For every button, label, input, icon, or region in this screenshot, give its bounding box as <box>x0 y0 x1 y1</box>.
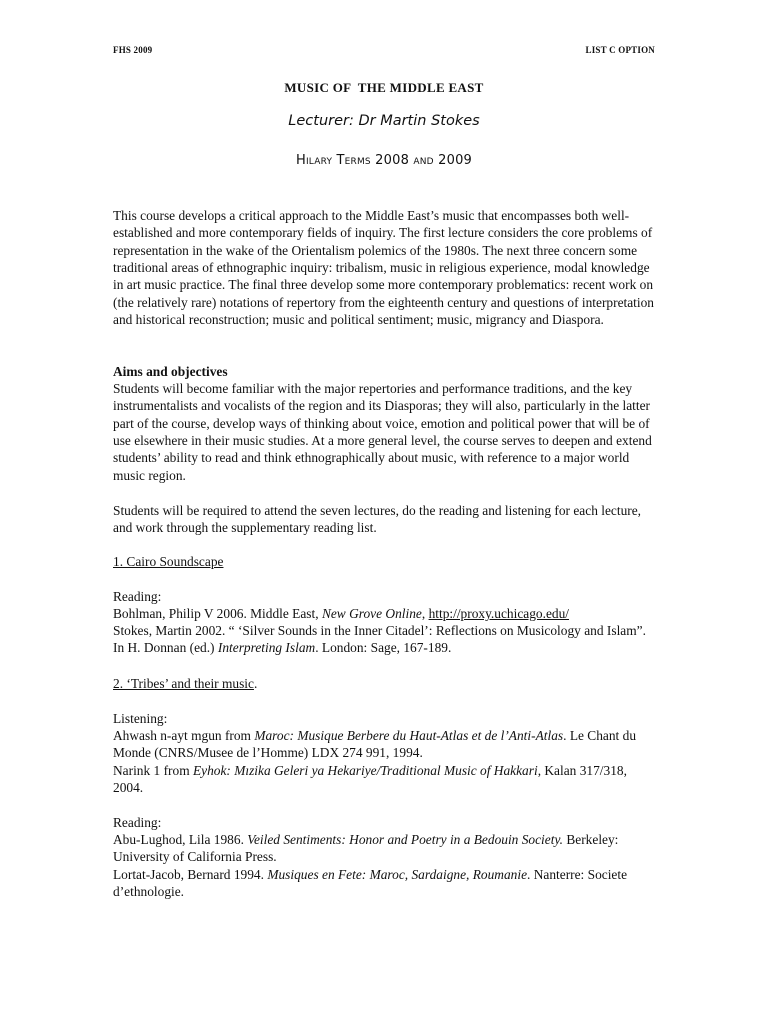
intro-text: This course develops a critical approach to the Middle East’s music that encompasses both well-established and more contemporary fields of inquiry. The first lecture considers the core problems of representation in the wake of the Orientalism polemics of the 1980s. The next three concern some traditional areas of ethnographic inquiry: tribalism, music in religious experience, modal knowledge in art music practice. The final three develop some more contemporary problematics: recent work on (the relatively rare) notations of repertory from the eighteenth century and questions of interpretation and historical reconstruction; music and political sentiment; music, migrancy and Diaspora. <box>113 208 655 328</box>
section2-reference-1 <box>113 831 658 866</box>
section1-heading <box>113 553 658 570</box>
terms-text: Hilary Terms 2008 and 2009 <box>295 153 473 168</box>
section1-reference-2 <box>113 622 658 657</box>
ref-text: . Le Chant du Monde (CNRS/Musee de l’Homme) LDX 274 991, 1994. <box>113 728 637 761</box>
section1-heading-text: 1. Cairo Soundscape <box>113 554 224 569</box>
ref-text: Narink 1 from <box>113 763 193 778</box>
ref-title: Veiled Sentiments: Honor and Poetry in a Bedouin Society. <box>247 832 563 847</box>
section2-reading-label: Reading: <box>113 815 162 830</box>
section2-heading-suffix: . <box>253 676 258 691</box>
ref-title: Maroc: Musique Berbere du Haut-Atlas et de l’Anti-Atlas <box>254 728 564 743</box>
ref-text: Berkeley: University of California Press. <box>113 832 619 865</box>
section2-listening-label: Listening: <box>113 711 168 726</box>
ref-title: New Grove Online <box>321 606 422 621</box>
ref-text: Lortat-Jacob, Bernard 1994. <box>113 867 268 882</box>
ref-text: Bohlman, Philip V 2006. Middle East, <box>113 606 322 621</box>
course-title: MUSIC OF THE MIDDLE EAST <box>284 80 484 95</box>
ref-text: Abu-Lughod, Lila 1986. <box>113 832 248 847</box>
ref-text: . Nanterre: Societe d’ethnologie. <box>113 867 628 900</box>
proxy-link[interactable]: http://proxy.uchicago.edu/ <box>428 606 570 621</box>
ref-text: , <box>421 606 429 621</box>
section2-listening-1 <box>113 727 658 762</box>
section2-heading-text: 2. ‘Tribes’ and their music <box>113 676 254 691</box>
aims-paragraph <box>113 380 658 484</box>
section2-reference-2 <box>113 866 658 901</box>
ref-title: Eyhok: Mızika Geleri ya Hekariye/Traditional Music of Hakkari <box>192 763 538 778</box>
requirements-text: Students will be required to attend the seven lectures, do the reading and listening for each lecture, and work through the supplementary reading list. <box>113 503 642 536</box>
header-right: LIST C OPTION <box>585 45 655 55</box>
terms-line <box>0 153 768 168</box>
section1-reference-1 <box>113 605 658 622</box>
ref-text: , Kalan 317/318, 2004. <box>113 763 627 796</box>
intro-paragraph <box>113 207 658 328</box>
lecturer-line: Lecturer: Dr Martin Stokes <box>288 113 480 129</box>
ref-title: Interpreting Islam <box>217 640 316 656</box>
aims-text: Students will become familiar with the major repertories and performance traditions, and the key instrumentalists and vocalists of the region and its Diasporas; they will also, particularly in the latter part of the course, develop ways of thinking about voice, emotion and political power that will be of use elsewhere in their music studies. At a more general level, the course serves to deepen and extend students’ ability to read and think ethnographically about music, with reference to a major world music region. <box>113 381 652 483</box>
header-left: FHS 2009 <box>113 45 153 55</box>
ref-text: Ahwash n-ayt mgun from <box>113 728 255 743</box>
section2-heading <box>113 675 658 692</box>
ref-text: . London: Sage, 167-189. <box>315 640 452 656</box>
ref-text: Stokes, Martin 2002. “ ‘Silver Sounds in the Inner Citadel’: Reflections on Musicology and Islam”. In H. Donnan (ed.) <box>113 623 646 656</box>
section2-listening-2 <box>113 762 658 797</box>
ref-title: Musiques en Fete: Maroc, Sardaigne, Roumanie <box>267 867 528 882</box>
section1-reading-label: Reading: <box>113 589 162 604</box>
aims-heading: Aims and objectives <box>113 364 228 379</box>
requirements-paragraph <box>113 502 658 537</box>
